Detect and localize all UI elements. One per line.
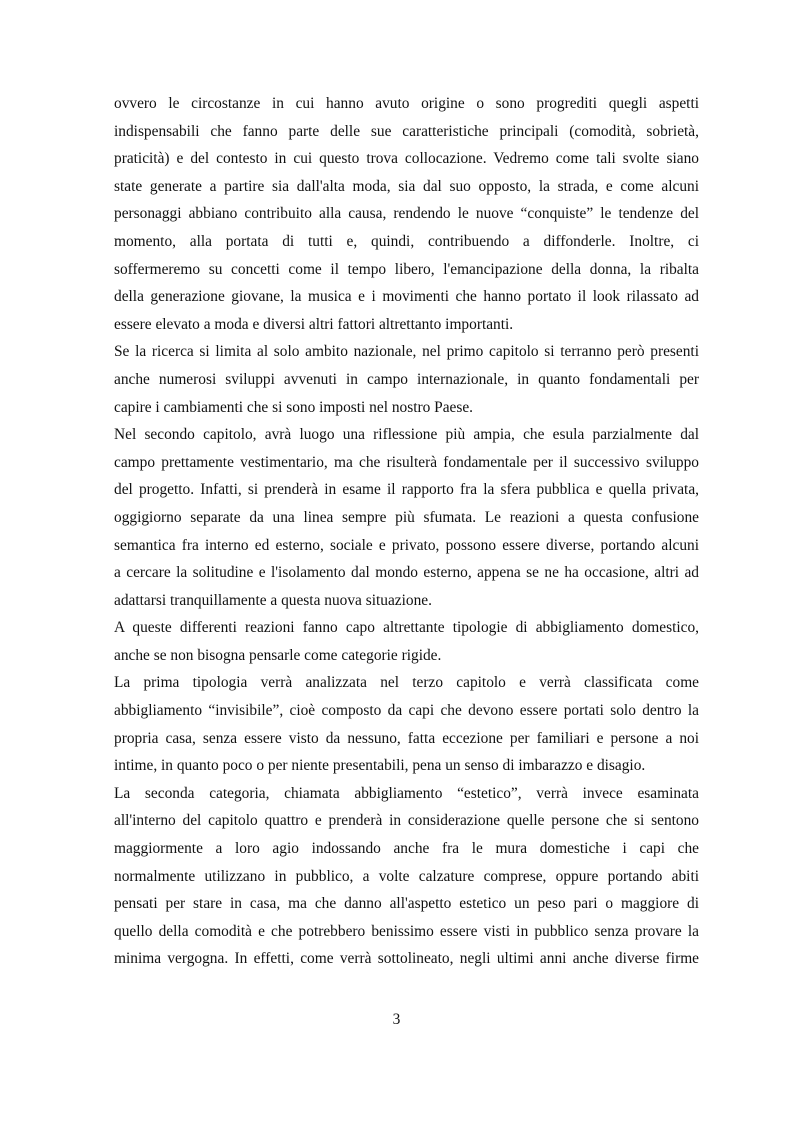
text-line: quello della comodità e che potrebbero benissimo essere visti in pubblico senza provare la [114,922,699,940]
body-text [114,90,699,973]
text-line: Nel secondo capitolo, avrà luogo una riflessione più ampia, che esula parzialmente dal [114,426,699,444]
text-line: propria casa, senza essere visto da nessuno, fatta eccezione per familiari e persone a noi [114,729,699,747]
text-line: praticità) e del contesto in cui questo trova collocazione. Vedremo come tali svolte siano [114,150,699,168]
text-line: anche numerosi sviluppi avvenuti in campo internazionale, in quanto fondamentali per [114,370,699,388]
text-line: oggigiorno separate da una linea sempre più sfumata. Le reazioni a questa confusione [114,508,699,526]
text-line: momento, alla portata di tutti e, quindi, contribuendo a diffonderle. Inoltre, ci [114,232,699,250]
text-line: normalmente utilizzano in pubblico, a volte calzature comprese, oppure portando abiti [114,867,699,885]
text-line: del progetto. Infatti, si prenderà in esame il rapporto fra la sfera pubblica e quella privata, [114,481,699,499]
text-line: La seconda categoria, chiamata abbigliamento “estetico”, verrà invece esaminata [114,784,699,802]
page-number: 3 [392,1011,401,1028]
text-line: essere elevato a moda e diversi altri fattori altrettanto importanti. [114,315,514,333]
text-line: A queste differenti reazioni fanno capo altrettante tipologie di abbigliamento domestico, [114,619,699,637]
text-line: minima vergogna. In effetti, come verrà sottolineato, negli ultimi anni anche diverse firme [114,950,699,968]
text-line: Se la ricerca si limita al solo ambito nazionale, nel primo capitolo si terranno però presenti [114,343,699,361]
text-line: della generazione giovane, la musica e i movimenti che hanno portato il look rilassato ad [114,288,699,306]
text-line: indispensabili che fanno parte delle sue caratteristiche principali (comodità, sobrietà, [114,122,699,140]
text-line: a cercare la solitudine e l'isolamento dal mondo esterno, appena se ne ha occasione, altri ad [114,564,699,582]
text-line: intime, in quanto poco o per niente presentabili, pena un senso di imbarazzo e disagio. [114,757,646,775]
text-line: semantica fra interno ed esterno, sociale e privato, possono essere diverse, portando alcuni [114,536,699,554]
text-line: personaggi abbiano contribuito alla causa, rendendo le nuove “conquiste” le tendenze del [114,205,699,223]
text-line: capire i cambiamenti che si sono imposti nel nostro Paese. [114,398,474,416]
text-line: abbigliamento “invisibile”, cioè composto da capi che devono essere portati solo dentro la [114,702,699,720]
text-line: La prima tipologia verrà analizzata nel terzo capitolo e verrà classificata come [114,674,699,692]
text-line: pensati per stare in casa, ma che danno all'aspetto estetico un peso pari o maggiore di [114,895,699,913]
text-line: all'interno del capitolo quattro e prenderà in considerazione quelle persone che si sentono [114,812,699,830]
text-line: maggiormente a loro agio indossando anche fra le mura domestiche i capi che [114,840,699,858]
text-line: ovvero le circostanze in cui hanno avuto origine o sono progrediti quegli aspetti [114,95,699,112]
text-line: adattarsi tranquillamente a questa nuova situazione. [114,591,432,609]
text-line: state generate a partire sia dall'alta moda, sia dal suo opposto, la strada, e come alcuni [114,177,699,195]
text-line: anche se non bisogna pensarle come categorie rigide. [114,646,442,664]
text-line: campo prettamente vestimentario, ma che risulterà fondamentale per il successivo sviluppo [114,453,699,471]
text-line: soffermeremo su concetti come il tempo libero, l'emancipazione della donna, la ribalta [114,260,699,278]
